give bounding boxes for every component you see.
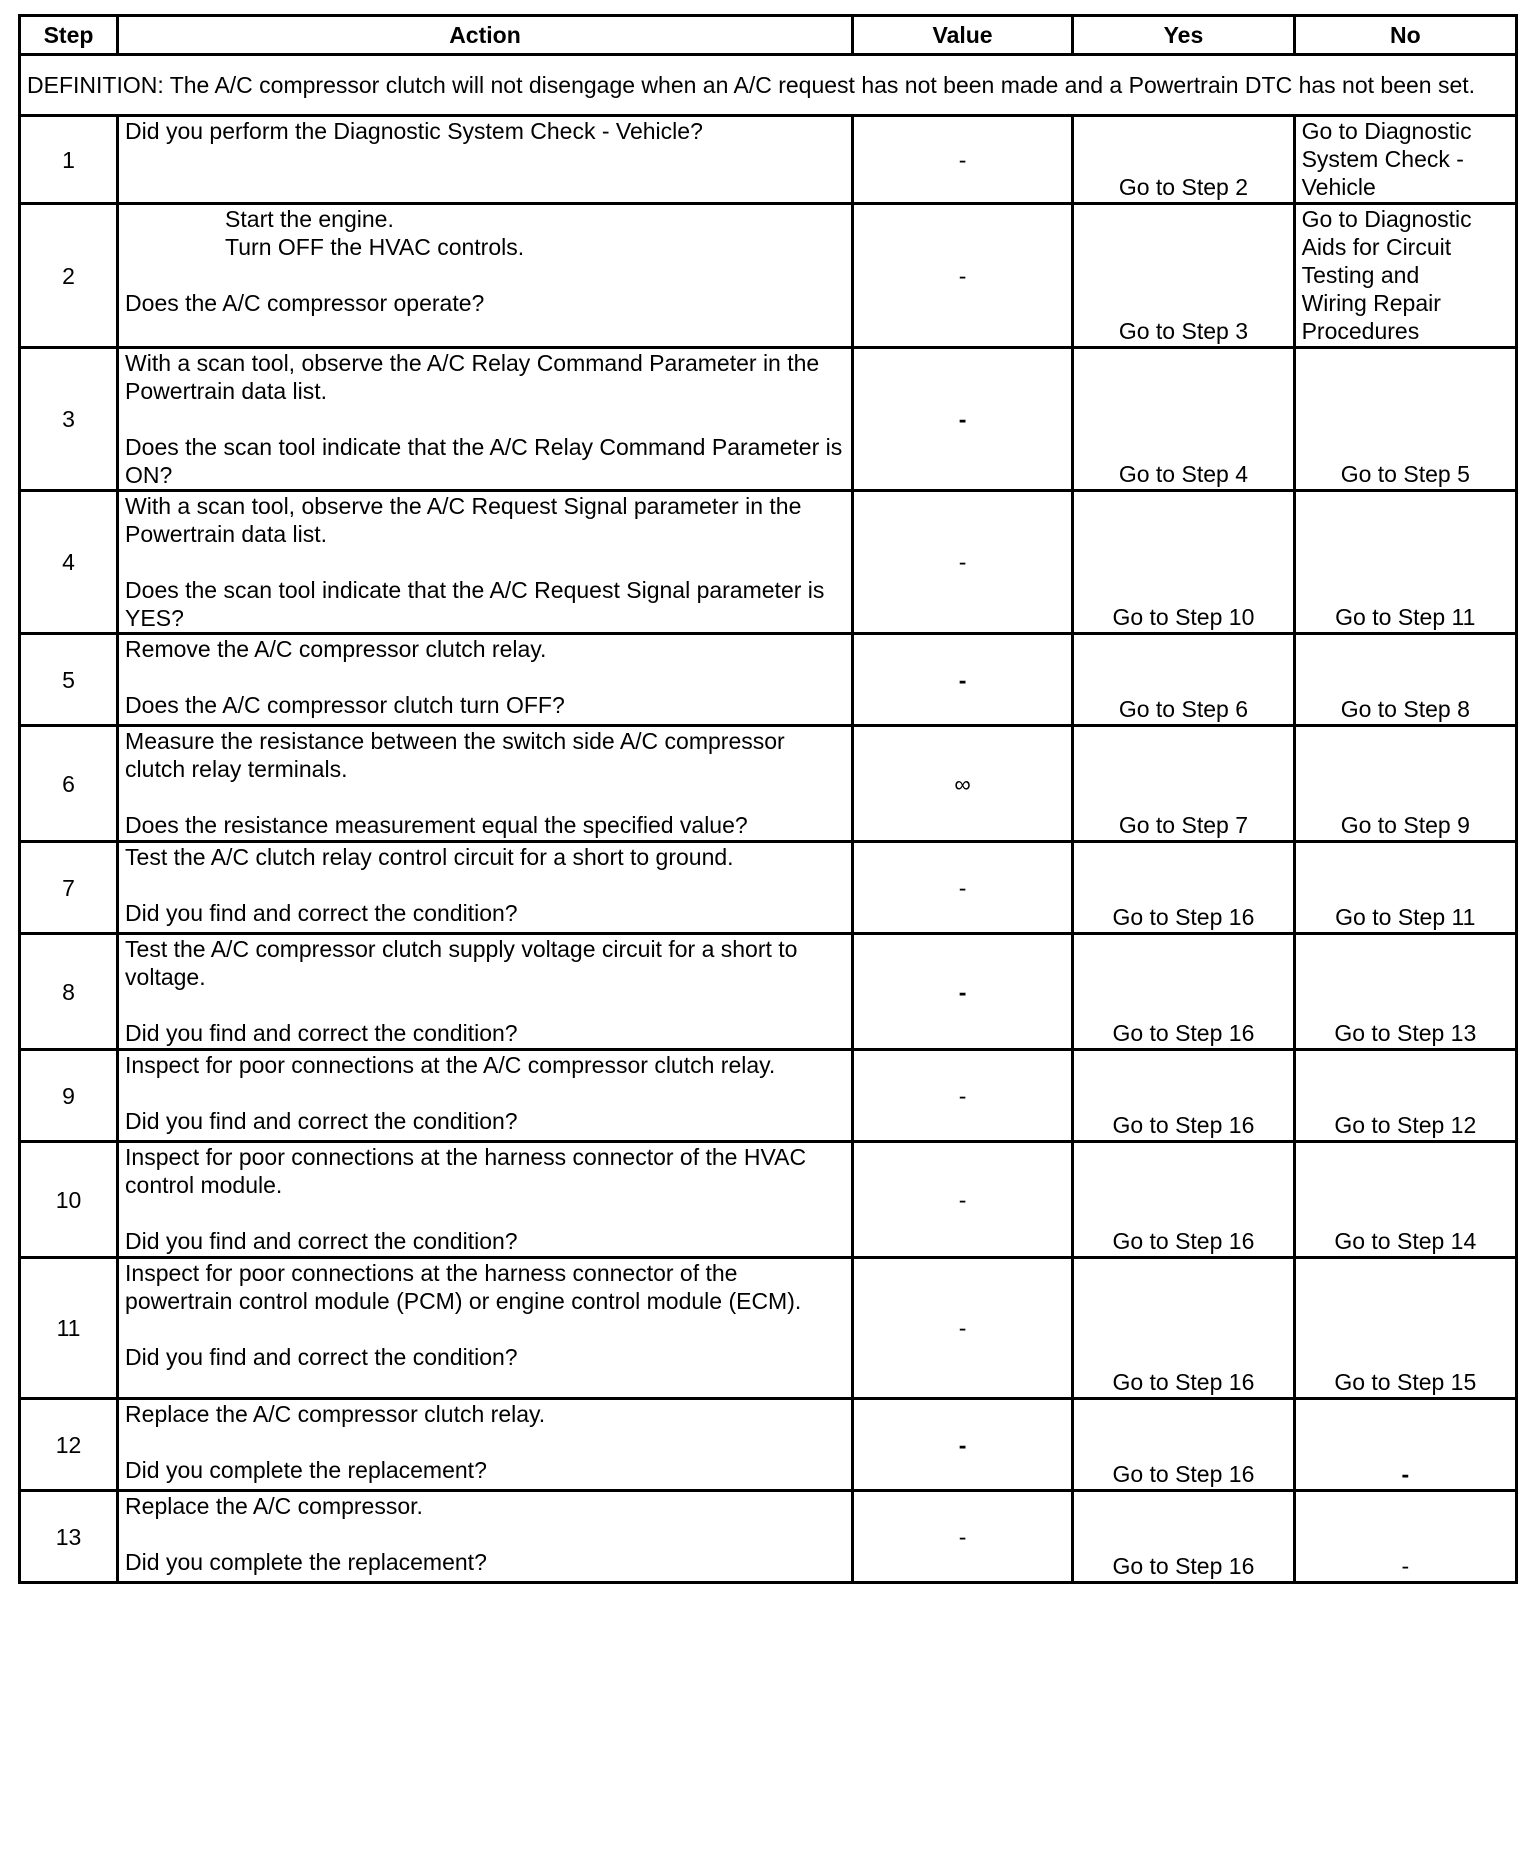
action-text: With a scan tool, observe the A/C Request Signal parameter in the Powertrain data list.	[125, 493, 802, 547]
action-cell	[118, 116, 853, 204]
header-action: Action	[118, 16, 853, 55]
step-number: 13	[20, 1491, 118, 1583]
action-text: Replace the A/C compressor clutch relay.	[125, 1401, 546, 1427]
table-row	[20, 1399, 1517, 1491]
no-cell: Go to Step 9	[1294, 726, 1516, 842]
action-text: Did you perform the Diagnostic System Check - Vehicle?	[125, 118, 703, 144]
step-number: 1	[20, 116, 118, 204]
action-question: Does the scan tool indicate that the A/C Relay Command Parameter is ON?	[125, 434, 843, 488]
yes-cell: Go to Step 6	[1073, 634, 1294, 726]
action-text: With a scan tool, observe the A/C Relay Command Parameter in the Powertrain data list.	[125, 350, 820, 404]
value-cell: -	[852, 842, 1072, 934]
table-row	[20, 1258, 1517, 1399]
table-row	[20, 116, 1517, 204]
action-question: Does the resistance measurement equal the specified value?	[125, 812, 748, 838]
table-row	[20, 204, 1517, 348]
yes-cell: Go to Step 16	[1073, 1491, 1294, 1583]
action-question: Does the A/C compressor clutch turn OFF?	[125, 692, 565, 718]
table-header-row	[20, 16, 1517, 55]
action-text: Inspect for poor connections at the harness connector of the powertrain control module (PCM) or engine control module (ECM).	[125, 1260, 802, 1314]
action-cell	[118, 491, 853, 634]
action-text: Inspect for poor connections at the harness connector of the HVAC control module.	[125, 1144, 807, 1198]
action-cell	[118, 634, 853, 726]
action-question: Did you find and correct the condition?	[125, 1228, 518, 1254]
action-cell	[118, 1399, 853, 1491]
no-cell	[1294, 116, 1516, 204]
step-number: 12	[20, 1399, 118, 1491]
step-number: 11	[20, 1258, 118, 1399]
step-number: 8	[20, 934, 118, 1050]
yes-cell: Go to Step 7	[1073, 726, 1294, 842]
value-cell: -	[852, 348, 1072, 491]
action-question: Does the scan tool indicate that the A/C Request Signal parameter is YES?	[125, 577, 825, 631]
no-text-line: System Check -	[1301, 146, 1464, 172]
value-cell: -	[852, 204, 1072, 348]
step-number: 7	[20, 842, 118, 934]
action-substep: Turn OFF the HVAC controls.	[225, 234, 525, 260]
action-text: Remove the A/C compressor clutch relay.	[125, 636, 547, 662]
action-question: Did you find and correct the condition?	[125, 900, 518, 926]
action-substep: Start the engine.	[225, 206, 394, 232]
value-cell: -	[852, 1142, 1072, 1258]
no-text-line: Go to Diagnostic	[1301, 206, 1472, 232]
no-cell: Go to Step 12	[1294, 1050, 1516, 1142]
no-cell: -	[1294, 1491, 1516, 1583]
value-cell: -	[852, 1258, 1072, 1399]
step-number: 9	[20, 1050, 118, 1142]
value-cell: -	[852, 1399, 1072, 1491]
value-cell: -	[852, 1050, 1072, 1142]
yes-cell: Go to Step 16	[1073, 1142, 1294, 1258]
value-cell: -	[852, 1491, 1072, 1583]
yes-cell: Go to Step 16	[1073, 1399, 1294, 1491]
action-cell	[118, 934, 853, 1050]
action-question: Did you find and correct the condition?	[125, 1020, 518, 1046]
action-cell	[118, 1491, 853, 1583]
no-text-line: Go to Diagnostic	[1301, 118, 1472, 144]
header-value: Value	[852, 16, 1072, 55]
no-text-line: Procedures	[1301, 318, 1420, 344]
action-question: Does the A/C compressor operate?	[125, 290, 485, 316]
action-cell	[118, 348, 853, 491]
no-cell: Go to Step 13	[1294, 934, 1516, 1050]
definition-row	[20, 55, 1517, 116]
yes-cell: Go to Step 4	[1073, 348, 1294, 491]
no-cell: Go to Step 8	[1294, 634, 1516, 726]
value-cell: -	[852, 634, 1072, 726]
action-question: Did you find and correct the condition?	[125, 1344, 518, 1370]
yes-cell: Go to Step 3	[1073, 204, 1294, 348]
no-cell: Go to Step 14	[1294, 1142, 1516, 1258]
yes-cell: Go to Step 16	[1073, 1050, 1294, 1142]
value-cell: -	[852, 116, 1072, 204]
diagnostic-table-sheet	[18, 14, 1518, 1584]
action-cell	[118, 1258, 853, 1399]
no-text-line: Vehicle	[1301, 174, 1376, 200]
table-row	[20, 726, 1517, 842]
no-cell: Go to Step 11	[1294, 491, 1516, 634]
table-row	[20, 842, 1517, 934]
action-text: Inspect for poor connections at the A/C compressor clutch relay.	[125, 1052, 776, 1078]
step-number: 5	[20, 634, 118, 726]
no-cell	[1294, 204, 1516, 348]
step-number: 6	[20, 726, 118, 842]
action-text: Test the A/C clutch relay control circuit for a short to ground.	[125, 844, 734, 870]
value-cell: -	[852, 934, 1072, 1050]
header-step: Step	[20, 16, 118, 55]
yes-cell: Go to Step 2	[1073, 116, 1294, 204]
no-text-line: Aids for Circuit	[1301, 234, 1452, 260]
no-text-line: Wiring Repair	[1301, 290, 1441, 316]
table-row	[20, 1050, 1517, 1142]
yes-cell: Go to Step 10	[1073, 491, 1294, 634]
step-number: 3	[20, 348, 118, 491]
diagnostic-table	[18, 14, 1518, 1584]
value-cell: -	[852, 491, 1072, 634]
action-cell	[118, 842, 853, 934]
action-cell	[118, 1142, 853, 1258]
table-row	[20, 934, 1517, 1050]
header-no: No	[1294, 16, 1516, 55]
table-row	[20, 634, 1517, 726]
no-cell: Go to Step 11	[1294, 842, 1516, 934]
step-number: 2	[20, 204, 118, 348]
action-text: Measure the resistance between the switch side A/C compressor clutch relay terminals.	[125, 728, 785, 782]
value-cell: ∞	[852, 726, 1072, 842]
action-question: Did you find and correct the condition?	[125, 1108, 518, 1134]
no-cell: Go to Step 15	[1294, 1258, 1516, 1399]
table-row	[20, 1142, 1517, 1258]
table-row	[20, 491, 1517, 634]
yes-cell: Go to Step 16	[1073, 934, 1294, 1050]
step-number: 4	[20, 491, 118, 634]
header-yes: Yes	[1073, 16, 1294, 55]
action-question: Did you complete the replacement?	[125, 1457, 487, 1483]
table-row	[20, 348, 1517, 491]
action-cell	[118, 726, 853, 842]
action-cell	[118, 204, 853, 348]
definition-text: DEFINITION: The A/C compressor clutch will not disengage when an A/C request has not been made and a Powertrain DTC has not been set.	[20, 55, 1517, 116]
step-number: 10	[20, 1142, 118, 1258]
action-text: Test the A/C compressor clutch supply voltage circuit for a short to voltage.	[125, 936, 798, 990]
table-row	[20, 1491, 1517, 1583]
action-text: Replace the A/C compressor.	[125, 1493, 423, 1519]
no-text-line: Testing and	[1301, 262, 1420, 288]
yes-cell: Go to Step 16	[1073, 842, 1294, 934]
action-question: Did you complete the replacement?	[125, 1549, 487, 1575]
no-cell: -	[1294, 1399, 1516, 1491]
yes-cell: Go to Step 16	[1073, 1258, 1294, 1399]
action-cell	[118, 1050, 853, 1142]
no-cell: Go to Step 5	[1294, 348, 1516, 491]
